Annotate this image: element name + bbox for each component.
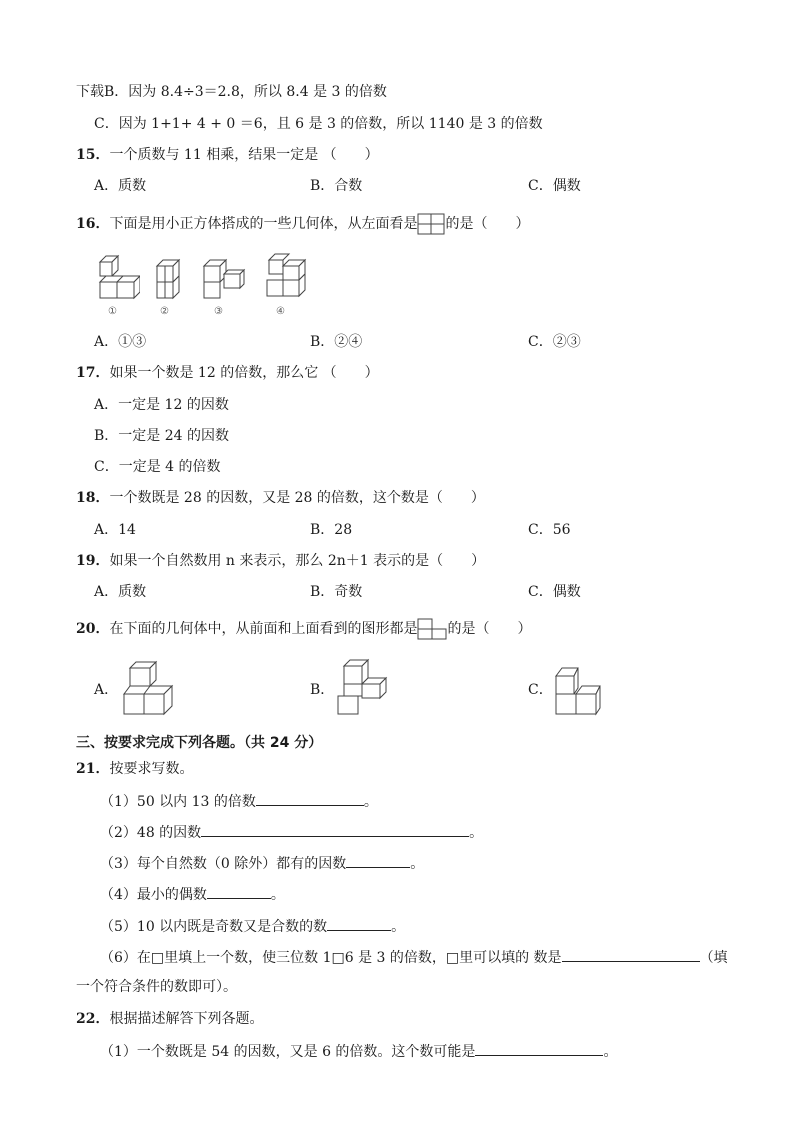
q15-option-a: A．质数 bbox=[94, 178, 147, 194]
q17-option-c: C．一定是 4 的倍数 bbox=[94, 459, 221, 475]
question-number: 20． bbox=[76, 621, 110, 637]
question-text: 下面是用小正方体搭成的一些几何体，从左面看是 bbox=[109, 216, 418, 232]
section-title: 三、按要求完成下列各题。（共 24 分） bbox=[76, 735, 323, 751]
q20-figure-c bbox=[554, 664, 602, 716]
answer-blank[interactable] bbox=[475, 1041, 603, 1056]
question-text: 在下面的几何体中，从前面和上面看到的图形都是 bbox=[109, 621, 418, 637]
front-top-view-figure bbox=[417, 618, 447, 640]
item-text: （4）最小的偶数 bbox=[100, 887, 207, 903]
left-view-figure bbox=[417, 213, 445, 235]
question-22 bbox=[76, 1010, 263, 1028]
figure-label-1: ① bbox=[108, 306, 117, 317]
answer-blank[interactable] bbox=[201, 822, 469, 837]
cube-figure-3 bbox=[202, 258, 246, 300]
item-end: 。 bbox=[410, 856, 425, 872]
q20-option-c-label: C． bbox=[528, 682, 553, 698]
question-text: 一个质数与 11 相乘，结果一定是 （ ） bbox=[109, 147, 379, 163]
item-text: （1）一个数既是 54 的因数，又是 6 的倍数。这个数可能是 bbox=[100, 1044, 476, 1060]
figure-label-4: ④ bbox=[276, 306, 285, 317]
cube-figure-1 bbox=[98, 252, 140, 300]
q16-option-b: B．②④ bbox=[310, 334, 363, 350]
q21-item-3 bbox=[100, 853, 424, 873]
q19-option-c: C．偶数 bbox=[528, 584, 581, 600]
item-end: 。 bbox=[391, 919, 406, 935]
item-text: （1）50 以内 13 的倍数 bbox=[100, 794, 256, 810]
figure-label-2: ② bbox=[160, 306, 169, 317]
question-number: 18． bbox=[76, 490, 110, 506]
item-text: （6）在□里填上一个数，使三位数 1□6 是 3 的倍数，□里可以填的 数是 bbox=[100, 950, 562, 966]
answer-blank[interactable] bbox=[207, 884, 271, 899]
question-text: 根据描述解答下列各题。 bbox=[109, 1011, 264, 1027]
answer-blank[interactable] bbox=[327, 916, 391, 931]
item-end: 。 bbox=[270, 887, 285, 903]
question-21 bbox=[76, 760, 193, 778]
q16-option-a: A．①③ bbox=[94, 334, 147, 350]
question-text: 如果一个自然数用 n 来表示，那么 2n＋1 表示的是（ ） bbox=[109, 553, 486, 569]
q18-option-a: A．14 bbox=[94, 522, 136, 538]
q20-option-b-label: B． bbox=[310, 682, 335, 698]
item-text-end: （填 bbox=[699, 950, 728, 966]
item-text: （3）每个自然数（0 除外）都有的因数 bbox=[100, 856, 347, 872]
question-text-end: 的是（ ） bbox=[447, 621, 532, 637]
figure-label-3: ③ bbox=[214, 306, 223, 317]
q20-figure-a bbox=[122, 660, 178, 718]
q22-item-1 bbox=[100, 1041, 617, 1061]
item-text: （2）48 的因数 bbox=[100, 825, 202, 841]
question-number: 16． bbox=[76, 216, 110, 232]
q21-item-1 bbox=[100, 791, 378, 811]
option-b-continued: 下载B．因为 8.4÷3＝2.8，所以 8.4 是 3 的倍数 bbox=[76, 84, 387, 100]
question-number: 22． bbox=[76, 1011, 110, 1027]
question-number: 15． bbox=[76, 147, 110, 163]
q15-option-b: B．合数 bbox=[310, 178, 363, 194]
q21-item-5 bbox=[100, 916, 405, 936]
question-15 bbox=[76, 146, 379, 164]
q21-item-2 bbox=[100, 822, 483, 842]
question-16 bbox=[76, 213, 529, 235]
q19-option-a: A．质数 bbox=[94, 584, 147, 600]
question-18 bbox=[76, 489, 485, 507]
question-19 bbox=[76, 552, 485, 570]
option-c-continued: C．因为 1+1+ 4 + 0 ＝6，且 6 是 3 的倍数，所以 1140 是 3 的倍数 bbox=[94, 116, 543, 132]
q18-option-c: C．56 bbox=[528, 522, 571, 538]
q20-figure-b bbox=[336, 656, 390, 718]
item-end: 。 bbox=[603, 1044, 618, 1060]
q15-option-c: C．偶数 bbox=[528, 178, 581, 194]
q18-option-b: B．28 bbox=[310, 522, 353, 538]
item-end: 。 bbox=[363, 794, 378, 810]
answer-blank[interactable] bbox=[562, 947, 700, 962]
item-end: 。 bbox=[469, 825, 484, 841]
answer-blank[interactable] bbox=[256, 791, 364, 806]
q21-item-6-continued: 一个符合条件的数即可）。 bbox=[76, 979, 237, 995]
item-text: （5）10 以内既是奇数又是合数的数 bbox=[100, 919, 328, 935]
question-17 bbox=[76, 364, 379, 382]
q21-item-6 bbox=[100, 947, 728, 967]
question-text: 如果一个数是 12 的倍数，那么它 （ ） bbox=[109, 365, 379, 381]
question-number: 21． bbox=[76, 761, 110, 777]
question-text: 一个数既是 28 的因数，又是 28 的倍数，这个数是（ ） bbox=[109, 490, 485, 506]
question-text-end: 的是（ ） bbox=[445, 216, 530, 232]
q20-option-a-label: A． bbox=[94, 682, 119, 698]
q17-option-b: B．一定是 24 的因数 bbox=[94, 428, 230, 444]
cube-figure-2 bbox=[155, 258, 185, 300]
q16-option-c: C．②③ bbox=[528, 334, 581, 350]
question-number: 19． bbox=[76, 553, 110, 569]
cube-figure-4 bbox=[265, 250, 307, 300]
question-text: 按要求写数。 bbox=[109, 761, 194, 777]
question-number: 17． bbox=[76, 365, 110, 381]
question-20 bbox=[76, 618, 531, 640]
q17-option-a: A．一定是 12 的因数 bbox=[94, 397, 229, 413]
q21-item-4 bbox=[100, 884, 285, 904]
answer-blank[interactable] bbox=[346, 853, 410, 868]
q19-option-b: B．奇数 bbox=[310, 584, 363, 600]
